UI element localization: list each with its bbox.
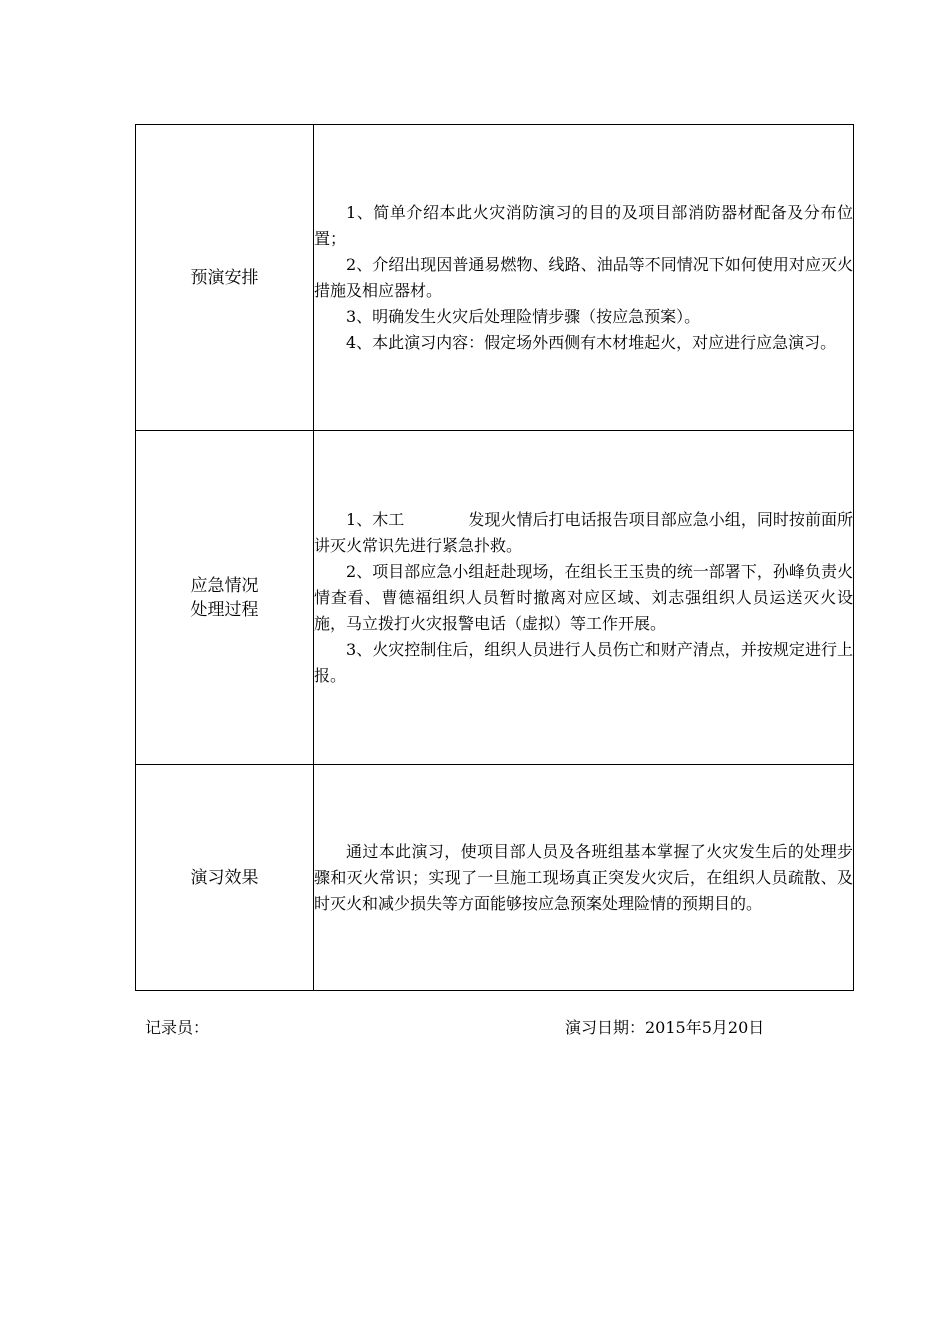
paragraph: 通过本此演习，使项目部人员及各班组基本掌握了火灾发生后的处理步骤和灭火常识；实现了一旦施工现场真正突发火灾后，在组织人员疏散、及时灭火和减少损失等方面能够按应急预案处理险情的预期目的。 [314,841,853,913]
paragraph: 2、项目部应急小组赶赴现场，在组长王玉贵的统一部署下，孙峰负责火情查看、曹德福组织人员暂时撤离对应区域、刘志强组织人员运送灭火设施，马立拨打火灾报警电话（虚拟）等工作开展。 [314,561,853,633]
table-row [136,765,854,991]
paragraph: 3、明确发生火灾后处理险情步骤（按应急预案）。 [346,306,701,326]
paragraph: 2、介绍出现因普通易燃物、线路、油品等不同情况下如何使用对应灭火措施及相应器材。 [314,254,853,300]
label-line: 处理过程 [190,599,259,620]
label-line: 预演安排 [190,267,259,288]
label-line: 演习效果 [190,867,259,888]
paragraph: 4、本此演习内容：假定场外西侧有木材堆起火，对应进行应急演习。 [346,332,837,352]
paragraph: 3、火灾控制住后，组织人员进行人员伤亡和财产清点，并按规定进行上报。 [314,639,853,685]
paragraph: 1、简单介绍本此火灾消防演习的目的及项目部消防器材配备及分布位置； [314,202,853,248]
table-row [136,431,854,765]
row-label-emergency-process [136,431,314,765]
row-content-rehearsal-plan [314,125,854,431]
label-line: 应急情况 [190,575,259,596]
paragraph: 1、木工 发现火情后打电话报告项目部应急小组，同时按前面所讲灭火常识先进行紧急扑救。 [314,509,853,555]
row-content-emergency-process [314,431,854,765]
row-content-drill-effect [314,765,854,991]
recorder-label: 记录员： [145,1018,210,1037]
drill-date: 演习日期：2015年5月20日 [565,1018,765,1037]
table-row [136,125,854,431]
drill-record-table [135,124,854,991]
row-label-drill-effect [136,765,314,991]
row-label-rehearsal-plan [136,125,314,431]
